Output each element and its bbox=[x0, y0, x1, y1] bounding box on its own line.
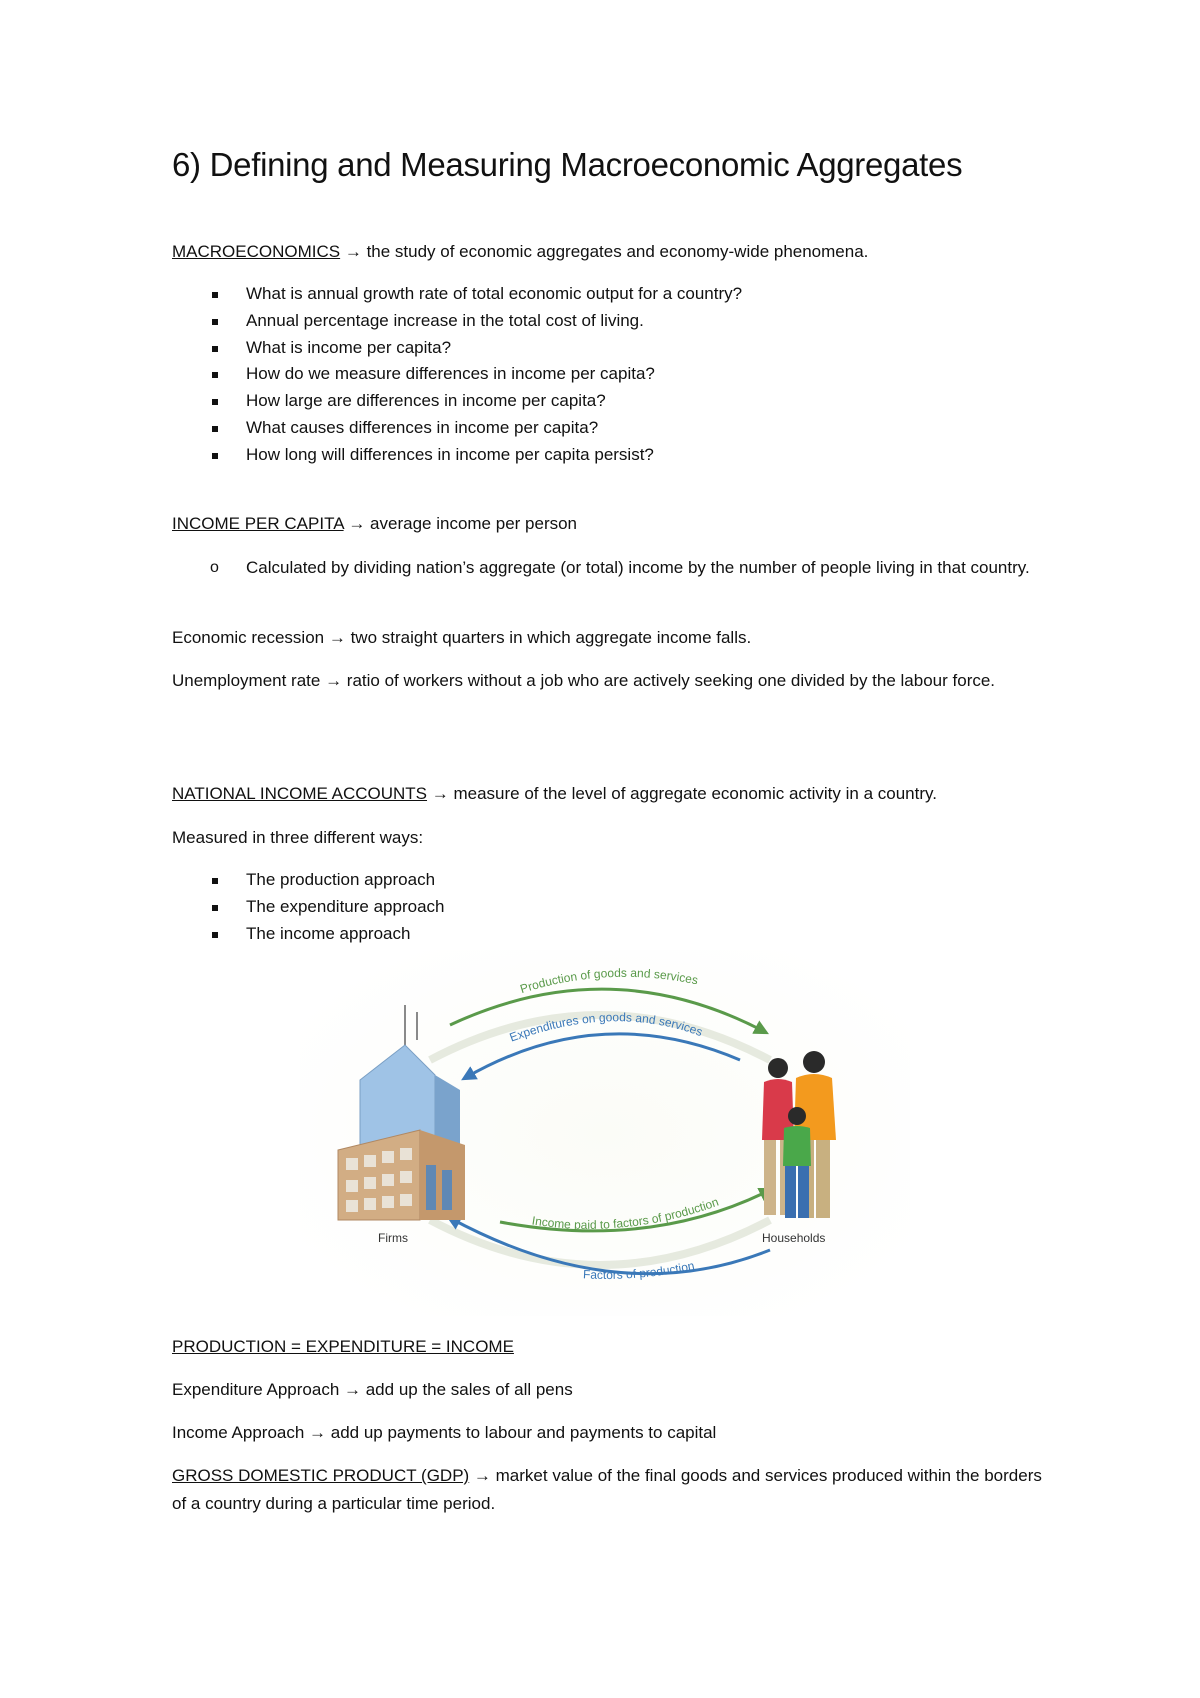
recession-definition: Economic recession → two straight quarters in which aggregate income falls. bbox=[172, 628, 752, 647]
nia-def: → measure of the level of aggregate economic activity in a country. bbox=[427, 784, 937, 803]
list-item: The production approach bbox=[172, 867, 444, 894]
expenditure-label: Expenditures on goods and services bbox=[507, 1010, 705, 1045]
ipc-sub-point bbox=[172, 554, 1046, 582]
expenditure-approach: Expenditure Approach → add up the sales of all pens bbox=[172, 1380, 573, 1399]
income-paid-label: Income paid to factors of production bbox=[530, 1194, 721, 1232]
gdp-definition bbox=[172, 1462, 1042, 1518]
nia-intro: Measured in three different ways: bbox=[172, 828, 424, 847]
list-item: How large are differences in income per capita? bbox=[172, 388, 742, 415]
page-title: 6) Defining and Measuring Macroeconomic Aggregates bbox=[172, 146, 963, 183]
list-item: How do we measure differences in income per capita? bbox=[172, 361, 742, 388]
gdp-term: GROSS DOMESTIC PRODUCT (GDP) bbox=[172, 1466, 470, 1485]
income-approach: Income Approach → add up payments to labour and payments to capital bbox=[172, 1423, 717, 1442]
macro-question-list bbox=[172, 281, 742, 469]
list-item: How long will differences in income per capita persist? bbox=[172, 442, 742, 469]
macro-definition bbox=[172, 238, 1042, 266]
firms-label: Firms bbox=[378, 1231, 408, 1245]
identity-heading: PRODUCTION = EXPENDITURE = INCOME bbox=[172, 1337, 514, 1356]
list-item: The expenditure approach bbox=[172, 894, 444, 921]
list-item: The income approach bbox=[172, 921, 444, 948]
ipc-definition bbox=[172, 510, 1042, 538]
circle-bullet-icon: o bbox=[210, 559, 219, 576]
nia-definition bbox=[172, 780, 1042, 808]
production-label: Production of goods and services bbox=[518, 965, 700, 997]
nia-term: NATIONAL INCOME ACCOUNTS bbox=[172, 784, 428, 803]
list-item: What causes differences in income per capita? bbox=[172, 415, 742, 442]
list-item: What is income per capita? bbox=[172, 335, 742, 362]
factors-label: Factors of production bbox=[582, 1258, 696, 1282]
unemployment-definition: Unemployment rate → ratio of workers without a job who are actively seeking one divided by the labour force. bbox=[172, 671, 996, 690]
gdp-def: → market value of the final goods and services produced within the borders of a country during a particular time period. bbox=[172, 1466, 1042, 1513]
list-item: Annual percentage increase in the total cost of living. bbox=[172, 308, 742, 335]
approach-list bbox=[172, 867, 444, 947]
macro-term: MACROECONOMICS bbox=[172, 242, 341, 261]
households-label: Households bbox=[762, 1231, 826, 1245]
ipc-term: INCOME PER CAPITA bbox=[172, 514, 344, 533]
macro-def: → the study of economic aggregates and economy-wide phenomena. bbox=[340, 242, 869, 261]
ipc-def: → average income per person bbox=[343, 514, 578, 533]
ipc-sub-text: Calculated by dividing nation’s aggregate (or total) income by the number of people living in that country. bbox=[246, 558, 1030, 577]
circular-flow-diagram bbox=[300, 950, 910, 1316]
list-item: What is annual growth rate of total economic output for a country? bbox=[172, 281, 742, 308]
